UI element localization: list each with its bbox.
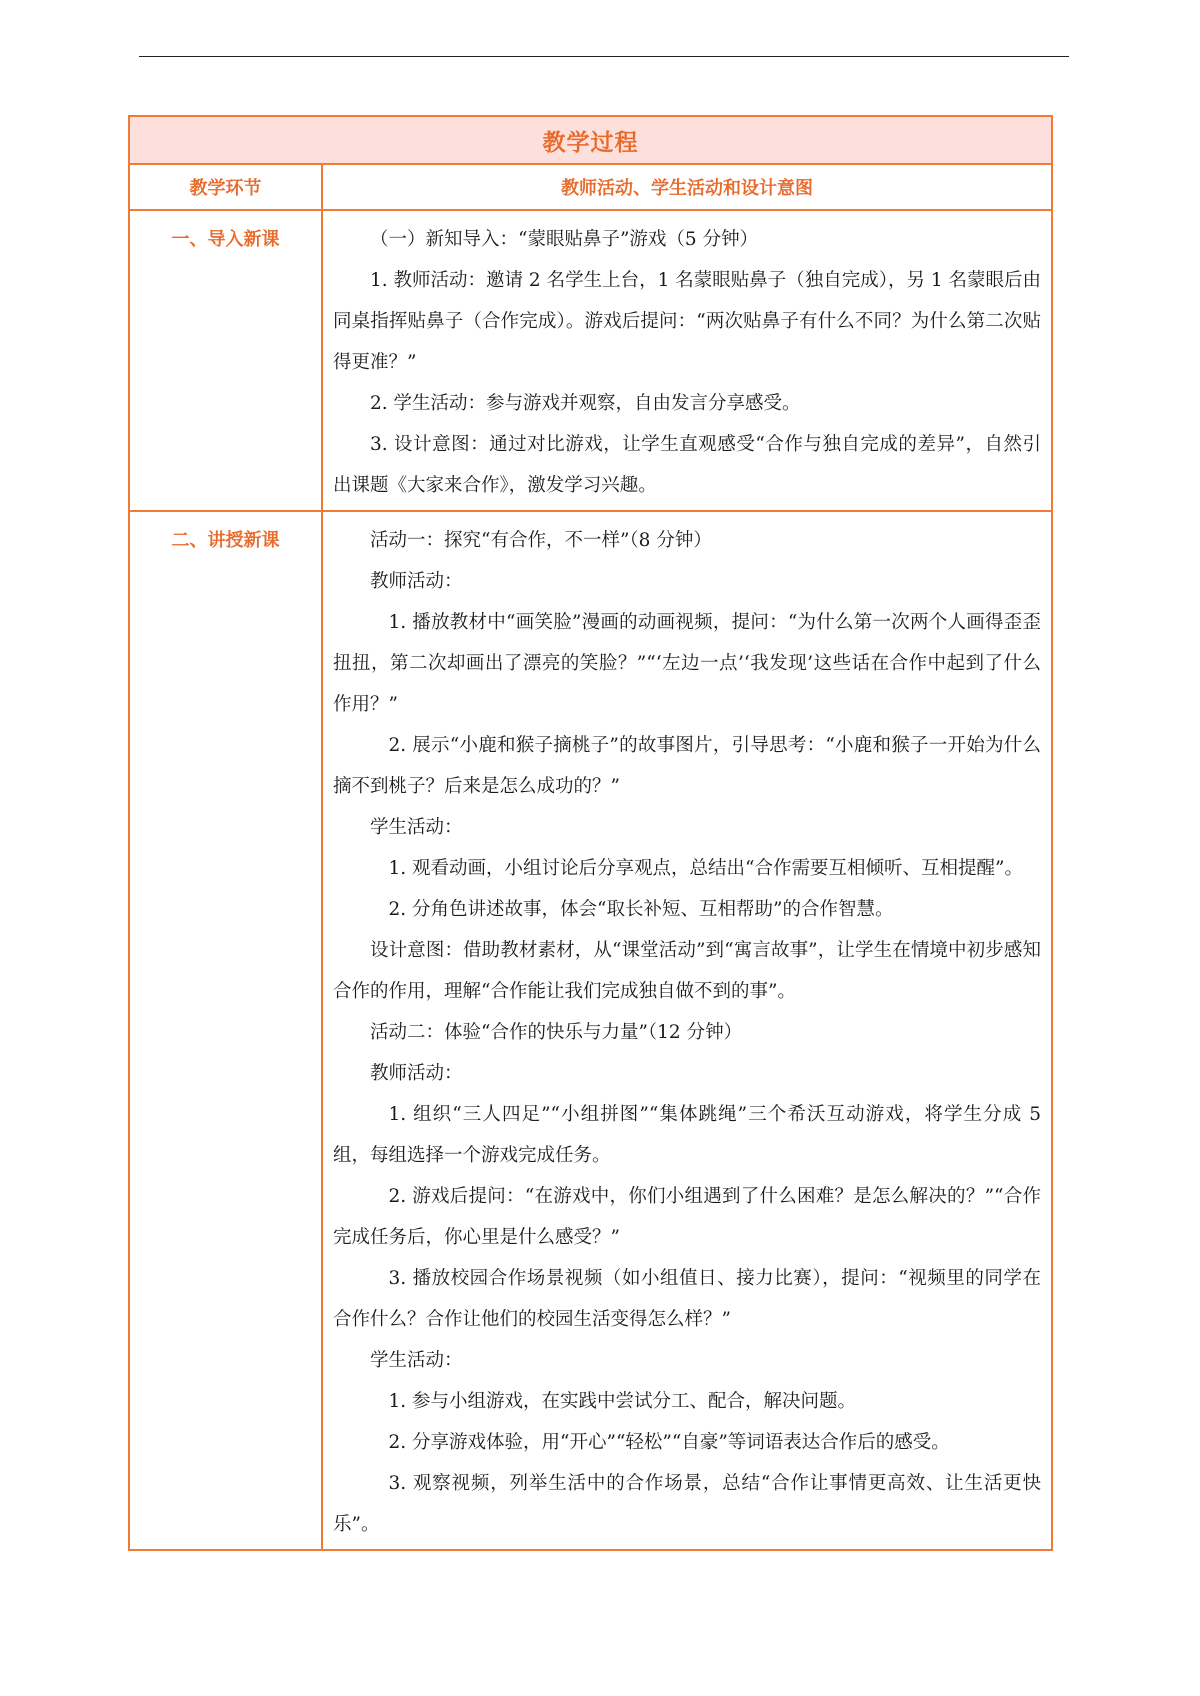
header-rule [139, 56, 1069, 57]
activity-heading: 活动二：体验“合作的快乐与力量”（12 分钟） [370, 1022, 743, 1043]
teaching-process-table [128, 115, 1053, 1551]
paragraph: 2. 游戏后提问：“在游戏中，你们小组遇到了什么困难？是怎么解决的？”“合作完成任务后，你心里是什么感受？” [333, 1186, 1041, 1248]
column-header-stage: 教学环节 [129, 164, 322, 210]
paragraph: 2. 分角色讲述故事，体会“取长补短、互相帮助”的合作智慧。 [388, 899, 894, 920]
paragraph: 设计意图：借助教材素材，从“课堂活动”到“寓言故事”，让学生在情境中初步感知合作的作用，理解“合作能让我们完成独自做不到的事”。 [333, 940, 1041, 1002]
paragraph: 3. 设计意图：通过对比游戏，让学生直观感受“合作与独自完成的差异”，自然引出课题《大家来合作》，激发学习兴趣。 [333, 434, 1041, 496]
table-title-row [129, 116, 1052, 164]
paragraph: 1. 组织“三人四足”“小组拼图”“集体跳绳”三个希沃互动游戏，将学生分成 5 组，每组选择一个游戏完成任务。 [333, 1104, 1041, 1166]
content-cell-new-lesson [322, 511, 1052, 1550]
paragraph: 2. 展示“小鹿和猴子摘桃子”的故事图片，引导思考：“小鹿和猴子一开始为什么摘不到桃子？后来是怎么成功的？” [333, 735, 1041, 797]
table-row [129, 210, 1052, 511]
column-header-activities: 教师活动、学生活动和设计意图 [322, 164, 1052, 210]
activity-heading: 活动一：探究“有合作，不一样”（8 分钟） [370, 530, 712, 551]
content-cell-intro [322, 210, 1052, 511]
table-row [129, 511, 1052, 1550]
paragraph: 3. 观察视频，列举生活中的合作场景，总结“合作让事情更高效、让生活更快乐”。 [333, 1473, 1041, 1535]
paragraph: 3. 播放校园合作场景视频（如小组值日、接力比赛），提问：“视频里的同学在合作什么？合作让他们的校园生活变得怎么样？” [333, 1268, 1041, 1330]
paragraph: 2. 学生活动：参与游戏并观察，自由发言分享感受。 [370, 393, 801, 414]
section-label: 学生活动： [370, 1350, 463, 1371]
paragraph: 1. 教师活动：邀请 2 名学生上台，1 名蒙眼贴鼻子（独自完成），另 1 名蒙眼后由同桌指挥贴鼻子（合作完成）。游戏后提问：“两次贴鼻子有什么不同？为什么第二次贴得更准？” [333, 270, 1041, 373]
table-header-row [129, 164, 1052, 210]
paragraph: 1. 播放教材中“画笑脸”漫画的动画视频，提问：“为什么第一次两个人画得歪歪扭扭，第二次却画出了漂亮的笑脸？”“‘左边一点’‘我发现’这些话在合作中起到了什么作用？” [333, 612, 1041, 715]
paragraph: 1. 观看动画，小组讨论后分享观点，总结出“合作需要互相倾听、互相提醒”。 [388, 858, 1023, 879]
stage-label-intro: 一、导入新课 [129, 210, 322, 511]
table-title: 教学过程 [129, 116, 1052, 164]
paragraph: （一）新知导入：“蒙眼贴鼻子”游戏（5 分钟） [370, 229, 759, 250]
section-label: 学生活动： [370, 817, 463, 838]
paragraph: 1. 参与小组游戏，在实践中尝试分工、配合，解决问题。 [388, 1391, 857, 1412]
section-label: 教师活动： [370, 1063, 463, 1084]
stage-label-new-lesson: 二、讲授新课 [129, 511, 322, 1550]
section-label: 教师活动： [370, 571, 463, 592]
paragraph: 2. 分享游戏体验，用“开心”“轻松”“自豪”等词语表达合作后的感受。 [388, 1432, 950, 1453]
